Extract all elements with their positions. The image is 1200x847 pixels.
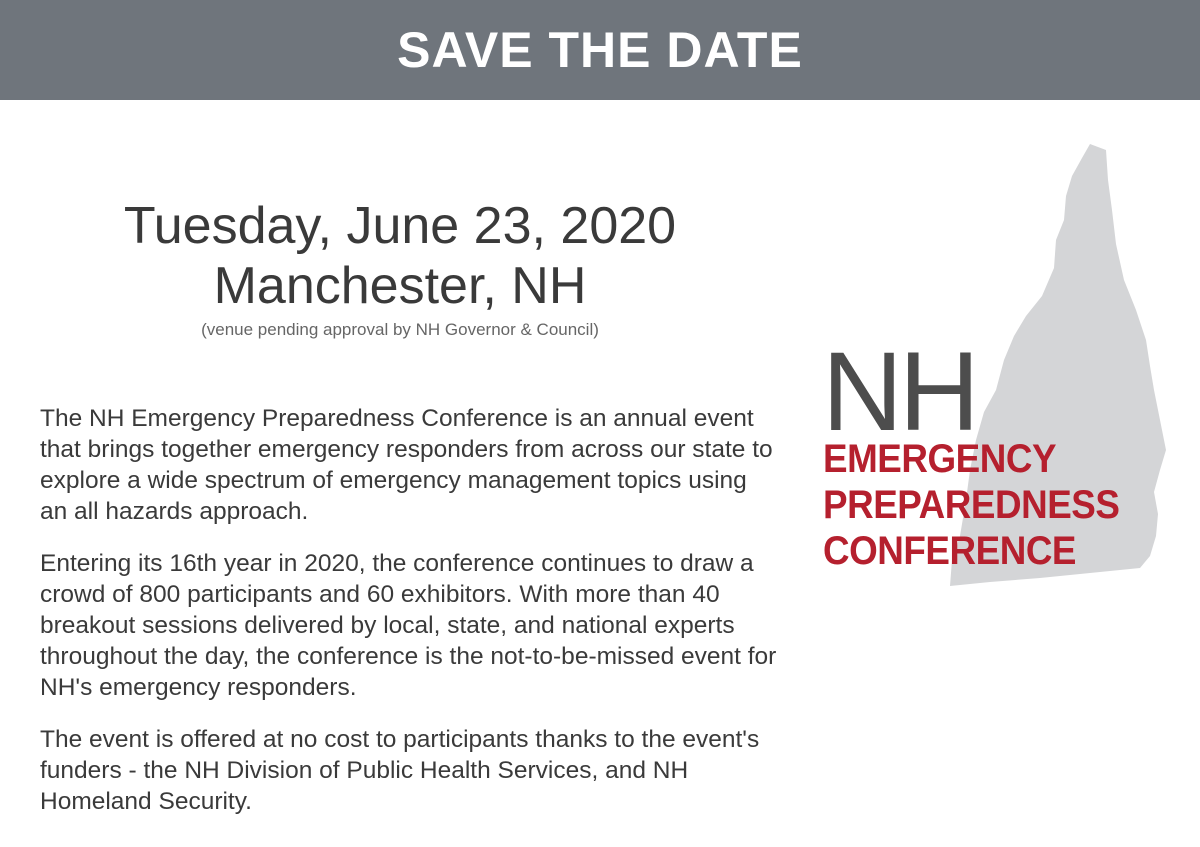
paragraph-intro: The NH Emergency Preparedness Conference is an annual event that brings together emergency responders from across our state to explore a wide spectrum of emergency management topics using an all hazards approach.: [40, 405, 773, 525]
description: [40, 403, 780, 838]
paragraph-funding: The event is offered at no cost to participants thanks to the event's funders - the NH Division of Public Health Services, and NH Homeland Security.: [40, 726, 760, 815]
venue-note: (venue pending approval by NH Governor & Council): [201, 320, 599, 339]
event-location: Manchester, NH: [213, 257, 587, 315]
header-banner: [0, 0, 1200, 100]
logo-line-emergency: EMERGENCY: [823, 437, 1057, 481]
event-date: Tuesday, June 23, 2020: [123, 197, 677, 255]
paragraph-history: Entering its 16th year in 2020, the conference continues to draw a crowd of 800 participants and 60 exhibitors. With more than 40 breakout sessions delivered by local, state, and national experts throughout the day, the conference is the not-to-be-missed event for NH's emergency responders.: [40, 550, 777, 701]
banner-title: SAVE THE DATE: [397, 22, 803, 78]
logo-line-preparedness: PREPAREDNESS: [823, 483, 1120, 527]
conference-logo: [800, 140, 1180, 600]
logo-abbreviation: NH: [822, 329, 976, 454]
logo-wordmark: [823, 436, 1119, 574]
logo-line-conference: CONFERENCE: [823, 529, 1077, 573]
event-details: [40, 196, 760, 340]
